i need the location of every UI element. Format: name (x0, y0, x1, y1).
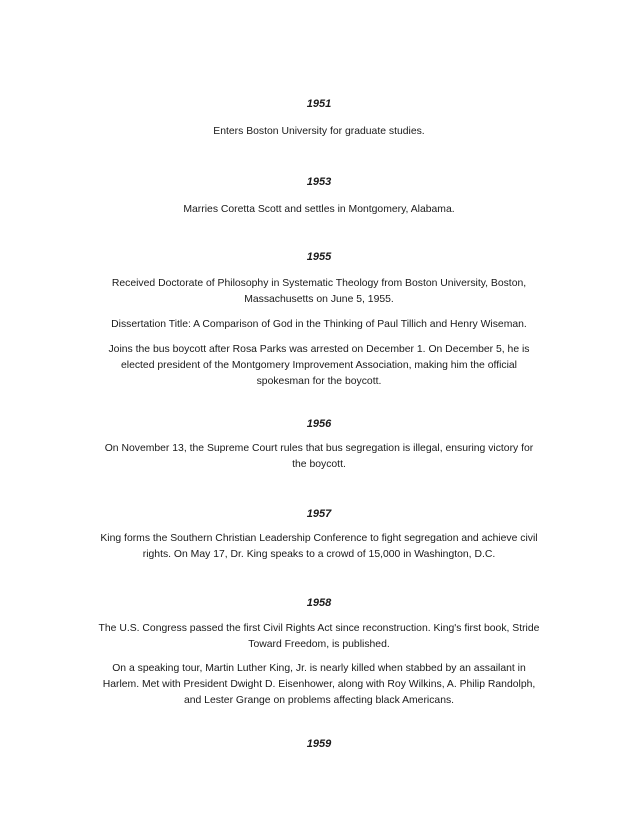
timeline-text-line: King forms the Southern Christian Leadership Conference to fight segregation and achieve civil (100, 533, 538, 544)
year-heading: 1959 (306, 738, 332, 750)
timeline-text-line: elected president of the Montgomery Improvement Association, making him the official (120, 360, 517, 371)
year-heading: 1956 (306, 418, 332, 430)
timeline-text-line: Toward Freedom, is published. (248, 639, 390, 650)
timeline-text-line: Harlem. Met with President Dwight D. Eisenhower, along with Roy Wilkins, A. Philip Randolph, (102, 679, 536, 690)
timeline-text-line: and Lester Grange on problems affecting black Americans. (183, 695, 455, 706)
timeline-text-line: rights. On May 17, Dr. King speaks to a crowd of 15,000 in Washington, D.C. (142, 549, 496, 560)
timeline-text-line: the boycott. (292, 459, 346, 470)
year-heading: 1951 (306, 98, 332, 110)
year-heading: 1958 (306, 597, 332, 609)
year-heading: 1955 (306, 251, 332, 263)
timeline-text-line: The U.S. Congress passed the first Civil Rights Act since reconstruction. King's first book, Stride (98, 623, 540, 634)
timeline-text-line: On a speaking tour, Martin Luther King, Jr. is nearly killed when stabbed by an assailant in (112, 663, 526, 674)
timeline-text-line: spokesman for the boycott. (256, 376, 382, 387)
timeline-text-line: Dissertation Title: A Comparison of God in the Thinking of Paul Tillich and Henry Wiseman. (111, 319, 527, 330)
year-heading: 1957 (306, 508, 332, 520)
timeline-text-line: Marries Coretta Scott and settles in Montgomery, Alabama. (183, 204, 455, 215)
year-heading: 1953 (306, 176, 332, 188)
timeline-text-line: Joins the bus boycott after Rosa Parks was arrested on December 1. On December 5, he is (108, 344, 530, 355)
timeline-text-line: Received Doctorate of Philosophy in Systematic Theology from Boston University, Boston, (111, 278, 527, 289)
timeline-text-line: Enters Boston University for graduate studies. (213, 126, 425, 137)
timeline-text-line: On November 13, the Supreme Court rules that bus segregation is illegal, ensuring victory for (104, 443, 534, 454)
timeline-text-line: Massachusetts on June 5, 1955. (244, 294, 394, 305)
